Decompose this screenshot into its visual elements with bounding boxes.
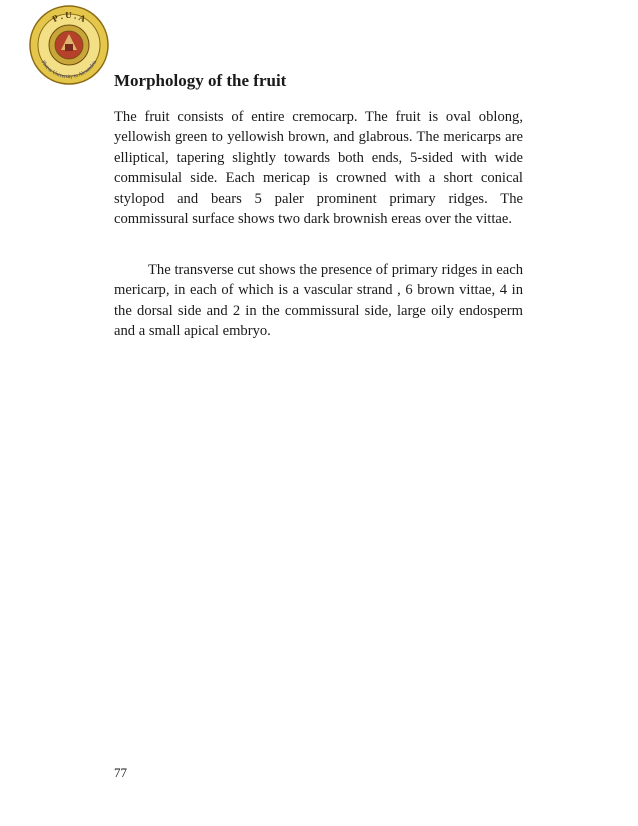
- paragraph-transverse-cut: The transverse cut shows the presence of primary ridges in each mericarp, in each of which is a vascular strand , 6 brown vittae, 4 in the dorsal side and 2 in the commissural side, large oily endosperm and a small apical embryo.: [114, 262, 523, 340]
- university-logo: [28, 4, 110, 86]
- section-heading: Morphology of the fruit: [114, 71, 287, 90]
- logo-ring-text: Pharos University in Alexandria: [39, 59, 99, 81]
- page-number: 77: [114, 765, 127, 780]
- paragraph-fruit-description: The fruit consists of entire cremocarp. The fruit is oval oblong, yellowish green to yellowish brown, and glabrous. The mericarps are elliptical, tapering slightly towards both ends, 5-sided with wide commisulal side. Each mericap is crowned with a short conical stylopod and bears 5 paler prominent primary ridges. The commissural surface shows two dark brownish ereas over the vittae.: [114, 109, 523, 228]
- logo-top-text: P . U . A: [50, 9, 88, 25]
